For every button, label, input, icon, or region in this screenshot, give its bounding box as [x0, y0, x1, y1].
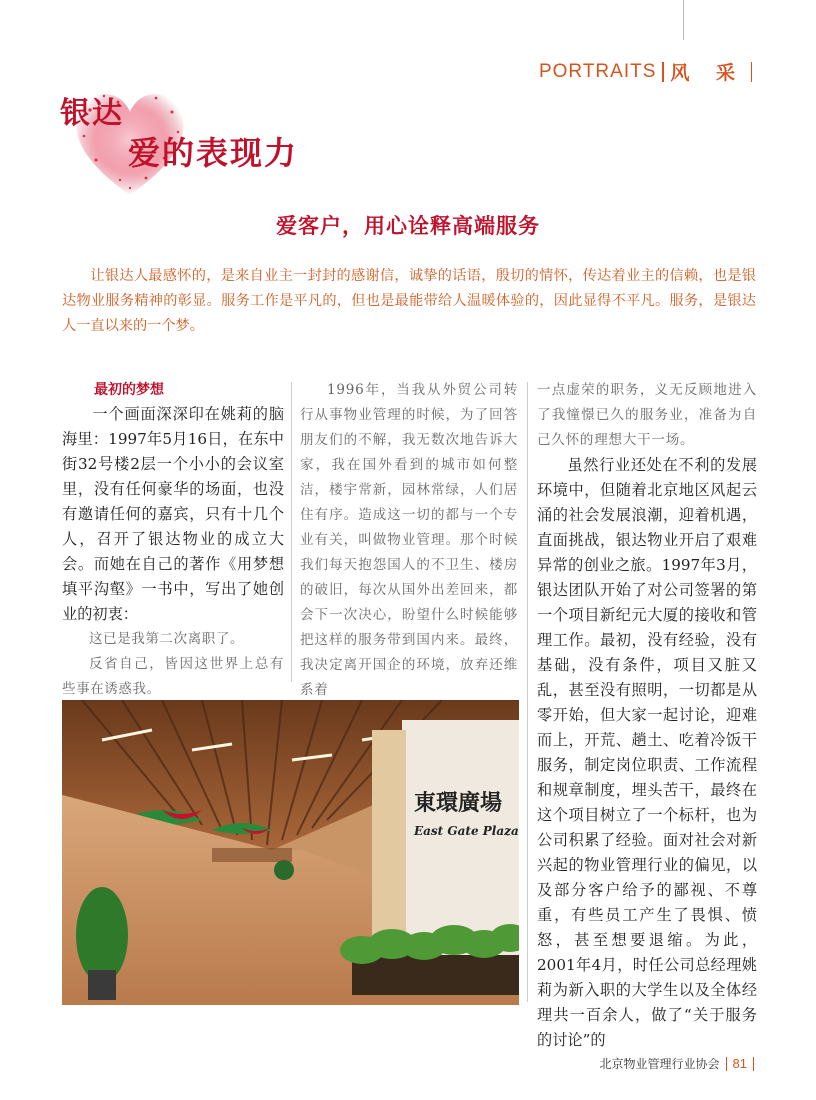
intro-paragraph: 让银达人最感怀的，是来自业主一封封的感谢信，诚挚的话语，殷切的情怀，传达着业主的信赖，也是银达物业服务精神的彰显。服务工作是平凡的，但也是最能带给人温暖体验的，因此显得不平凡。服务，是银达人一直以来的一个梦。 — [62, 268, 756, 334]
section-label-en: PORTRAITS — [538, 60, 657, 82]
article-title-line2: 爱的表现力 — [128, 134, 299, 172]
plaza-sign-cn: 東環廣場 — [414, 790, 503, 816]
quote-paragraph: 这已是我第二次离职了。 — [89, 631, 245, 647]
footer-separator — [753, 1057, 754, 1071]
quote-paragraph: 1996年，当我从外贸公司转行从事物业管理的时候，为了回答朋友们的不解，我无数次地告诉大家，我在国外看到的城市如何整洁，楼宇常新，园林常绿，人们居住有序。造成这一切的都与一个专业有关，叫做物业管理。那个时候我们每天抱怨国人的不卫生、楼房的破旧，每次从国外出差回来，都会下一次决心，盼望什么时候能够把这样的服务带到国内来。最终，我决定离开国企的环境，放弃还维系着 — [300, 382, 518, 698]
section-heading: 最初的梦想 — [94, 381, 164, 397]
top-divider-line — [683, 0, 684, 40]
quote-paragraph: 一点虚荣的职务，义无反顾地进入了我憧憬已久的服务业，准备为自己久怀的理想大干一场。 — [537, 382, 757, 448]
text-column-1 — [62, 378, 284, 702]
plaza-sign-en: East Gate Plaza — [414, 824, 519, 838]
page-number: 81 — [732, 1056, 747, 1071]
section-label-cn: 风 采 — [670, 62, 745, 84]
section-separator — [662, 62, 664, 82]
body-paragraph: 虽然行业还处在不利的发展环境中，但随着北京地区风起云涌的社会发展浪潮，迎着机遇，直面挑战，银达物业开启了艰难异常的创业之旅。1997年3月，银达团队开始了对公司签署的第一个项目新纪元大厦的接收和管理工作。最初，没有经验，没有基础，没有条件，项目又脏又乱，甚至没有照明，一切都是从零开始，但大家一起讨论，迎难而上，开荒、趟土、吃着冷饭干服务，制定岗位职责、工作流程和规章制度，埋头苦干，最终在这个项目树立了一个标杆，也为公司积累了经验。面对社会对新兴起的物业管理行业的偏见，以及部分客户给予的鄙视、不尊重，有些员工产生了畏惧、愤怒，甚至想要退缩。为此，2001年4月，时任公司总经理姚莉为新入职的大学生以及全体经理共一百余人，做了“关于服务的讨论”的 — [537, 456, 757, 1049]
column-divider — [291, 382, 292, 682]
column-divider — [527, 382, 528, 1002]
footer-org: 北京物业管理行业协会 — [599, 1057, 720, 1071]
body-paragraph: 一个画面深深印在姚莉的脑海里：1997年5月16日，在东中街32号楼2层一个小小的会议室里，没有任何豪华的场面，也没有邀请任何的嘉宾，只有十几个人，召开了银达物业的成立大会。而她在自己的著作《用梦想填平沟壑》一书中，写出了她创业的初衷： — [62, 405, 284, 623]
article-title-line1: 银达 — [60, 96, 124, 131]
article-subtitle: 爱客户，用心诠释高端服务 — [276, 213, 540, 238]
section-end-bar — [751, 62, 752, 82]
text-column-3 — [537, 378, 757, 1053]
lobby-photo — [62, 700, 519, 1005]
footer-separator — [726, 1057, 727, 1071]
page-footer — [600, 1055, 754, 1072]
section-header — [539, 58, 752, 85]
quote-paragraph: 反省自己，皆因这世界上总有些事在诱惑我。 — [62, 656, 284, 697]
text-column-2 — [300, 378, 518, 703]
